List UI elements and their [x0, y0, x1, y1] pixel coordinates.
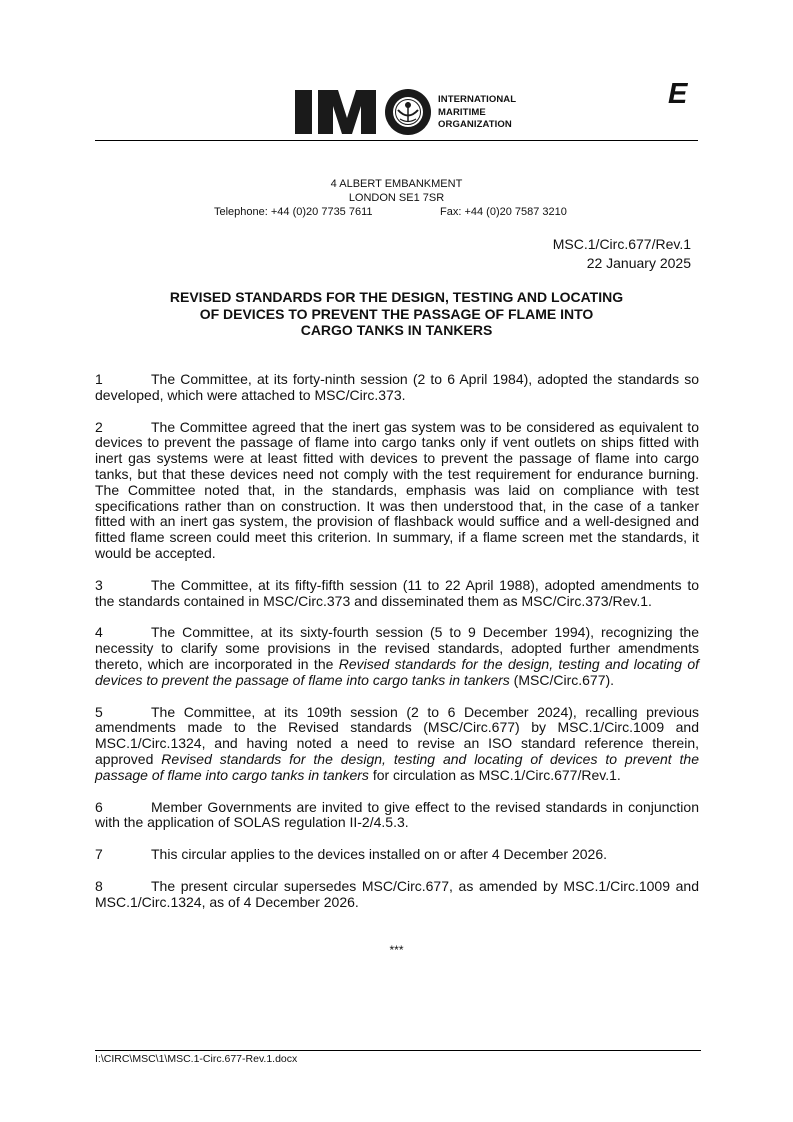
file-path: I:\CIRC\MSC\1\MSC.1-Circ.677-Rev.1.docx: [95, 1053, 298, 1065]
paragraph-italic-text: Revised standards for the design, testing and locating of devices to prevent the passage of flame into cargo tanks in tankers: [95, 655, 699, 688]
paragraph-text: (MSC/Circ.677).: [509, 671, 615, 688]
paragraph-number: 3: [95, 576, 103, 593]
end-mark: ***: [389, 943, 404, 957]
paragraph-number: 5: [95, 703, 103, 720]
paragraph: [95, 705, 699, 784]
paragraph-number: 7: [95, 846, 103, 863]
paragraph-text: This circular applies to the devices installed on or after 4 December 2026.: [151, 846, 608, 863]
imo-logo: [294, 88, 434, 136]
paragraph-text: for circulation as MSC.1/Circ.677/Rev.1.: [368, 766, 621, 783]
title-line: CARGO TANKS IN TANKERS: [300, 322, 493, 338]
paragraph-number: 2: [95, 418, 103, 435]
paragraph-text: The Committee, at its 109th session (2 to 6 December 2024), recalling previous amendments made to the Revised standards (MSC/Circ.677) by MSC.1/Circ.1009 and MSC.1/Circ.1324, and having noted a need to revise an ISO standard reference therein, approved: [95, 703, 699, 767]
organization-name-line: INTERNATIONAL: [438, 94, 517, 105]
paragraph-number: 8: [95, 877, 103, 894]
telephone: Telephone: +44 (0)20 7735 7611: [214, 206, 373, 218]
paragraph: [95, 578, 699, 610]
paragraph: [95, 847, 699, 863]
paragraph-text: The Committee, at its fifty-fifth session (11 to 22 April 1988), adopted amendments to the standards contained in MSC/Circ.373 and disseminated them as MSC/Circ.373/Rev.1.: [95, 576, 699, 609]
document-date: 22 January 2025: [586, 255, 691, 271]
paragraph-text: The Committee, at its sixty-fourth session (5 to 9 December 1994), recognizing the necessity to clarify some provisions in the revised standards, adopted further amendments thereto, which are incorporated in the: [95, 624, 699, 672]
fax: Fax: +44 (0)20 7587 3210: [440, 206, 567, 218]
address-line-1: 4 ALBERT EMBANKMENT: [330, 178, 463, 190]
header-divider: [95, 140, 698, 141]
footer-divider: [95, 1050, 701, 1051]
document-symbol: MSC.1/Circ.677/Rev.1: [552, 236, 691, 252]
organization-name-line: MARITIME: [438, 106, 486, 118]
address-line-2: LONDON SE1 7SR: [348, 192, 445, 204]
paragraph: [95, 800, 699, 832]
document-body: [95, 372, 699, 927]
paragraph-text: The present circular supersedes MSC/Circ.677, as amended by MSC.1/Circ.1009 and MSC.1/Circ.1324, as of 4 December 2026.: [95, 877, 699, 910]
paragraph-text: The Committee agreed that the inert gas system was to be considered as equivalent to devices to prevent the passage of flame into cargo tanks only if vent outlets on ships fitted with inert gas systems were at least fitted with devices to prevent the passage of flame into cargo tanks, but that these devices need not comply with the test requirement for endurance burning. The Committee noted that, in the standards, emphasis was laid on compliance with test specifications rather than on construction. It was then understood that, in the case of a tanker fitted with an inert gas system, the provision of flashback would suffice and a well-designed and fitted flame screen could meet this criterion. In summary, if a flame screen met the standards, it would be accepted.: [95, 418, 699, 561]
paragraph-number: 4: [95, 624, 103, 641]
title-line: REVISED STANDARDS FOR THE DESIGN, TESTING AND LOCATING: [169, 289, 624, 305]
paragraph-number: 1: [95, 371, 103, 387]
paragraph-number: 6: [95, 798, 103, 815]
document-title: [95, 289, 698, 339]
organization-name-line: ORGANIZATION: [438, 119, 512, 130]
organization-name: [438, 94, 516, 132]
paragraph-text: Member Governments are invited to give effect to the revised standards in conjunction with the application of SOLAS regulation II-2/4.5.3.: [95, 798, 699, 831]
language-code: E: [668, 78, 688, 110]
paragraph: [95, 879, 699, 911]
paragraph: [95, 372, 699, 404]
paragraph-italic-text: Revised standards for the design, testing and locating of devices to prevent the passage of flame into cargo tanks in tankers: [95, 750, 699, 783]
title-line: OF DEVICES TO PREVENT THE PASSAGE OF FLAME INTO: [199, 305, 594, 322]
paragraph: [95, 625, 699, 688]
paragraph: [95, 420, 699, 562]
paragraph-text: The Committee, at its forty-ninth session (2 to 6 April 1984), adopted the standards so developed, which were attached to MSC/Circ.373.: [95, 371, 699, 403]
